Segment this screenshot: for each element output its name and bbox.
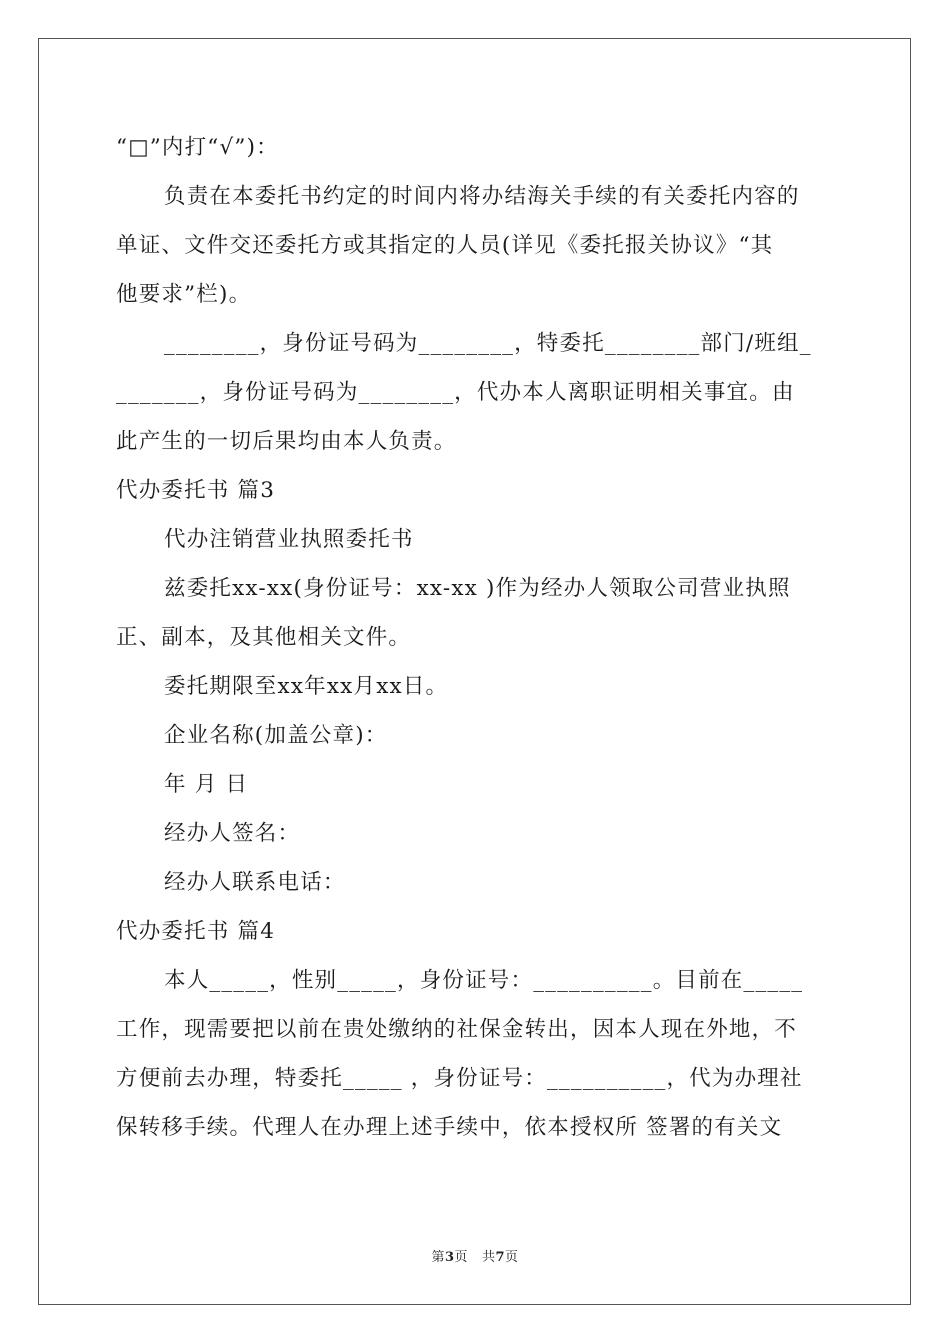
section-heading: 代办委托书 篇4	[116, 919, 276, 944]
footer-prefix: 第	[431, 1250, 445, 1265]
footer-total-prefix: 共	[481, 1250, 496, 1265]
text-line: 方便前去办理，特委托_____ ，身份证号：__________，代为办理社	[116, 1066, 803, 1091]
text-line: 此产生的一切后果均由本人负责。	[116, 429, 457, 454]
document-title: 代办注销营业执照委托书	[164, 527, 414, 552]
text-line: 保转移手续。代理人在办理上述手续中，依本授权所 签署的有关文	[116, 1115, 783, 1140]
text-line: 正、副本，及其他相关文件。	[116, 625, 412, 650]
text-line: 负责在本委托书约定的时间内将办结海关手续的有关委托内容的	[164, 184, 800, 209]
total-pages: 7	[495, 1250, 506, 1265]
page-footer	[0, 1246, 950, 1265]
text-line: 他要求”栏)。	[116, 282, 252, 307]
section-heading: 代办委托书 篇3	[116, 478, 276, 503]
text-line: 工作，现需要把以前在贵处缴纳的社保金转出，因本人现在外地，不	[116, 1017, 798, 1042]
footer-total-suffix: 页	[505, 1250, 519, 1265]
text-line: 单证、文件交还委托方或其指定的人员(详见《委托报关协议》“其	[116, 233, 774, 258]
text-line: 委托期限至xx年xx月xx日。	[164, 674, 449, 699]
page-number: 3	[444, 1250, 455, 1265]
text-line: 兹委托xx-xx(身份证号：xx-xx )作为经办人领取公司营业执照	[164, 576, 791, 601]
signature-line: 经办人签名：	[164, 821, 301, 846]
text-line: 企业名称(加盖公章)：	[164, 723, 388, 748]
document-body	[116, 123, 834, 1152]
phone-line: 经办人联系电话：	[164, 870, 346, 895]
date-line: 年 月 日	[164, 772, 249, 797]
footer-page-suffix: 页	[454, 1250, 469, 1265]
text-line: 本人_____，性别_____，身份证号：__________。目前在_____	[164, 968, 804, 993]
text-line: ________，身份证号码为________，特委托________部门/班组_	[164, 331, 812, 356]
text-line: _______，身份证号码为________，代办本人离职证明相关事宜。由	[116, 380, 795, 405]
text-line: “□”内打“√”)：	[116, 135, 279, 160]
